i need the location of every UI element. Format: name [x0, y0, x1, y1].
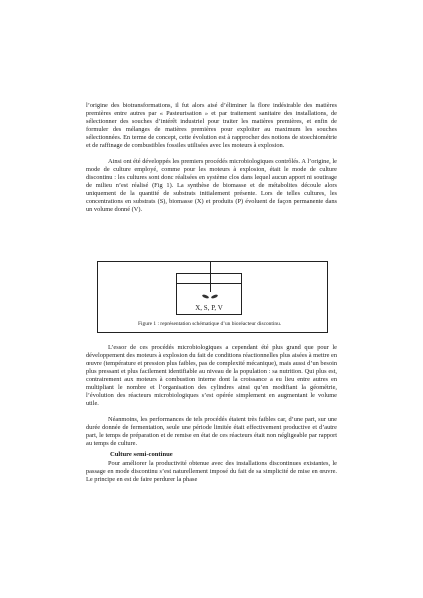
paragraph-5: [86, 460, 337, 484]
liquid-level-line: [177, 283, 241, 284]
section-heading: Culture semi-continue: [110, 451, 173, 458]
paragraph-2-text: Ainsi ont été développés les premiers procédés microbiologiques contrôlés. A l’origine, le mode de culture employé, comme pour les moteurs à explosion, était le mode de culture discontinu : les cultures sont donc réalisées en système clos dans lequel aucun apport ni soutirage de milieu n’est réalisé (Fig 1). La synthèse de biomasse et de métabolites découle alors uniquement de la quantité de substrats initialement présente. Lors de telles cultures, les concentrations en substrats (S), biomasse (X) et produits (P) évoluent de façon permanente dans un volume donné (V).: [86, 158, 337, 214]
agitator-blade-left: [202, 294, 210, 299]
paragraph-4: [86, 416, 337, 448]
agitator-shaft: [210, 262, 211, 292]
figure-caption: Figure 1 : représentation schématique d’un bioréacteur discontinu.: [138, 321, 282, 327]
paragraph-3: [86, 344, 337, 408]
paragraph-3-text: L’essor de ces procédés microbiologiques a cependant été plus grand que pour le développement des moteurs à explosion du fait de conditions réactionnelles plus aisées à mettre en œuvre (température et pression plus faibles, pas de complexité mécanique), mais aussi d’un besoin plus pressant et plus facilement identifiable au niveau de la population : sa nutrition. Qui plus est, contrairement aux moteurs à combustion interne dont la croissance a eu lieu entre autres en multipliant le nombre et l’organisation des cylindres ainsi qu’en modifiant la géométrie, l’évolution des réacteurs microbiologiques s’est opérée simplement en augmentant le volume utile.: [86, 344, 337, 408]
paragraph-2: [86, 158, 337, 214]
bioreactor-diagram: [176, 273, 242, 315]
paragraph-1-text: l’origine des biotransformations, il fut alors aisé d’éliminer la flore indésirable des matières premières entre autres par « Pasteurisation » et par traitement sanitaire des installations, de sélectionner des souches d’intérêt industriel pour traiter les matières premières, et enfin de formuler des mélanges de matières premières pour exploiter au maximum les souches sélectionnées. En terme de concept, cette évolution est à rapprocher des notions de stoechiométrie et de raffinage de combustibles fossiles utilisées avec les moteurs à explosion.: [86, 102, 337, 150]
agitator-blade-right: [211, 294, 219, 299]
reactor-variables-label: X, S, P, V: [195, 304, 223, 312]
figure-1: [97, 261, 328, 333]
paragraph-4-text: Néanmoins, les performances de tels procédés étaient très faibles car, d’une part, sur une durée donnée de fermentation, seule une période limitée était effectivement productive et d’autre part, le temps de préparation et de remise en état de ces réacteurs était non négligeable par rapport au temps de culture.: [86, 416, 337, 448]
paragraph-5-text: Pour améliorer la productivité obtenue avec des installations discontinues existantes, le passage en mode discontinu s’est naturellement imposé du fait de sa simplicité de mise en œuvre. Le principe en est de faire perdurer la phase: [86, 460, 337, 484]
paragraph-1: [86, 102, 337, 150]
